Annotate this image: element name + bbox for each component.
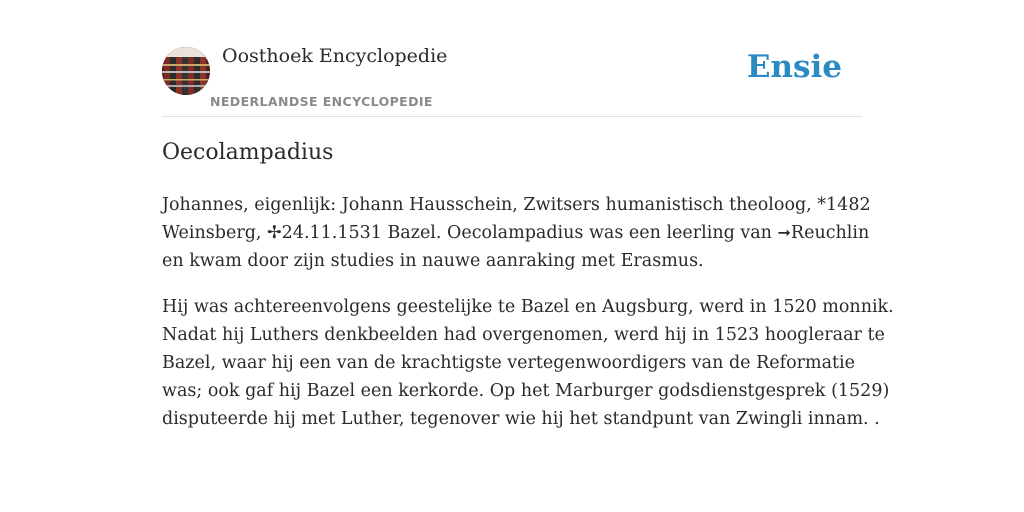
paragraph-1-line-2: [162, 219, 870, 247]
paragraph-2: [162, 293, 894, 433]
encyclopedia-books-icon[interactable]: [162, 47, 210, 95]
entry-title: Oecolampadius: [162, 140, 334, 165]
paragraph-2-line-4: was; ook gaf hij Bazel een kerkorde. Op het Marburger godsdienstgesprek (1529): [162, 381, 890, 401]
source-header: [162, 0, 862, 117]
source-subtitle: NEDERLANDSE ENCYCLOPEDIE: [210, 94, 433, 109]
entry-body: [162, 191, 894, 451]
arrow-right-icon: ➞: [777, 223, 791, 242]
source-title[interactable]: Oosthoek Encyclopedie: [222, 45, 448, 67]
paragraph-1-line-3: en kwam door zijn studies in nauwe aanraking met Erasmus.: [162, 251, 704, 271]
paragraph-2-line-5: disputeerde hij met Luther, tegenover wie hij het standpunt van Zwingli innam. .: [162, 409, 880, 429]
reference-link-label: Reuchlin: [790, 223, 870, 243]
paragraph-1: [162, 191, 871, 275]
reference-link-reuchlin[interactable]: [778, 223, 870, 243]
paragraph-2-line-1: Hij was achtereenvolgens geestelijke te Bazel en Augsburg, werd in 1520 monnik.: [162, 297, 894, 317]
paragraph-2-line-3: Bazel, waar hij een van de krachtigste vertegenwoordigers van de Reformatie: [162, 353, 855, 373]
paragraph-1-line-1: Johannes, eigenlijk: Johann Hausschein, Zwitsers humanistisch theoloog, *1482: [162, 195, 871, 215]
paragraph-2-line-2: Nadat hij Luthers denkbeelden had overgenomen, werd hij in 1523 hoogleraar te: [162, 325, 885, 345]
entry-card: [162, 0, 894, 429]
brand-logo[interactable]: Ensie: [746, 49, 842, 85]
paragraph-1-line-2-text: Weinsberg, ✢24.11.1531 Bazel. Oecolampadius was een leerling van: [162, 223, 778, 243]
